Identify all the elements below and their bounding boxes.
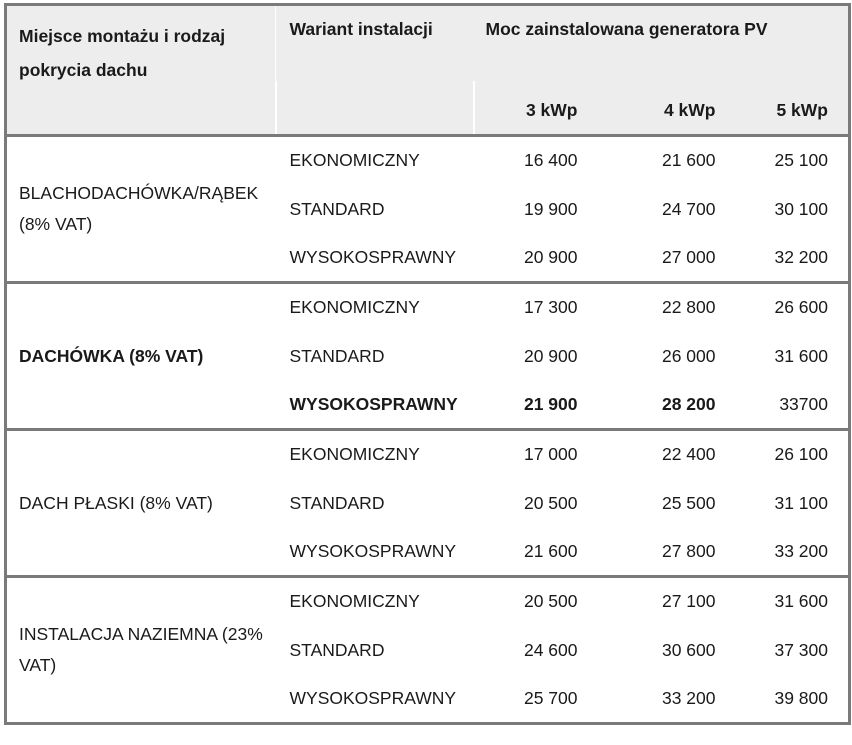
header-4kwp: 4 kWp: [598, 81, 736, 136]
price-cell: 21 600: [598, 136, 736, 185]
price-cell: 26 600: [736, 283, 850, 332]
location-cell: BLACHODACHÓWKA/RĄBEK (8% VAT): [6, 136, 276, 283]
price-cell: 37 300: [774, 639, 828, 660]
price-cell: 31 100: [774, 492, 828, 513]
price-cell: 17 000: [474, 430, 598, 479]
table-row: [6, 430, 850, 479]
price-cell: 27 800: [661, 540, 716, 561]
header-5kwp: 5 kWp: [736, 81, 850, 136]
header-variant-spacer: [276, 81, 474, 136]
price-cell: 25 100: [736, 136, 850, 185]
header-location: Miejsce montażu i rodzaj pokrycia dachu: [6, 5, 276, 136]
header-3kwp: 3 kWp: [474, 81, 598, 136]
price-cell: 20 500: [474, 577, 598, 626]
price-cell: 17 300: [474, 283, 598, 332]
price-cell: 20 900: [523, 345, 578, 366]
price-cell: 25 500: [661, 492, 716, 513]
table-row: [6, 283, 850, 332]
variant-cell: WYSOKOSPRAWNY: [289, 393, 458, 414]
price-cell: 33 200: [661, 687, 716, 708]
price-cell: 26 100: [736, 430, 850, 479]
variant-cell: EKONOMICZNY: [276, 430, 474, 479]
price-cell: 27 000: [661, 246, 716, 267]
pv-pricing-table: [4, 3, 851, 725]
price-cell: 21 900: [523, 393, 578, 414]
table-body: [6, 136, 850, 724]
price-cell: 27 100: [598, 577, 736, 626]
price-cell: 25 700: [523, 687, 578, 708]
table-header: [6, 5, 850, 136]
price-cell: 22 400: [598, 430, 736, 479]
price-cell: 24 600: [523, 639, 578, 660]
price-cell: 20 500: [523, 492, 578, 513]
price-cell: 19 900: [523, 198, 578, 219]
price-cell: 31 600: [774, 345, 828, 366]
header-variant: Wariant instalacji: [276, 5, 474, 81]
price-cell: 30 100: [774, 198, 828, 219]
header-power: Moc zainstalowana generatora PV: [474, 5, 850, 81]
price-cell: 22 800: [598, 283, 736, 332]
variant-cell: STANDARD: [289, 198, 385, 219]
price-cell: 32 200: [774, 246, 828, 267]
price-cell: 16 400: [474, 136, 598, 185]
price-cell: 31 600: [736, 577, 850, 626]
table-row: [6, 136, 850, 185]
price-cell: 33 200: [774, 540, 828, 561]
price-cell: 39 800: [774, 687, 828, 708]
price-cell: 26 000: [661, 345, 716, 366]
location-cell: DACH PŁASKI (8% VAT): [6, 430, 276, 577]
variant-cell: STANDARD: [289, 492, 385, 513]
variant-cell: EKONOMICZNY: [276, 283, 474, 332]
variant-cell: WYSOKOSPRAWNY: [289, 540, 457, 561]
table-row: [6, 577, 850, 626]
price-cell: 33700: [779, 393, 828, 414]
price-cell: 28 200: [661, 393, 716, 414]
variant-cell: EKONOMICZNY: [276, 136, 474, 185]
variant-cell: EKONOMICZNY: [276, 577, 474, 626]
price-cell: 30 600: [661, 639, 716, 660]
variant-cell: WYSOKOSPRAWNY: [289, 246, 457, 267]
price-cell: 20 900: [523, 246, 578, 267]
price-cell: 24 700: [661, 198, 716, 219]
location-cell: INSTALACJA NAZIEMNA (23% VAT): [6, 577, 276, 724]
variant-cell: STANDARD: [289, 345, 385, 366]
header-row-titles: [6, 5, 850, 81]
location-cell: DACHÓWKA (8% VAT): [6, 283, 276, 430]
variant-cell: STANDARD: [289, 639, 385, 660]
variant-cell: WYSOKOSPRAWNY: [289, 687, 457, 708]
price-cell: 21 600: [523, 540, 578, 561]
